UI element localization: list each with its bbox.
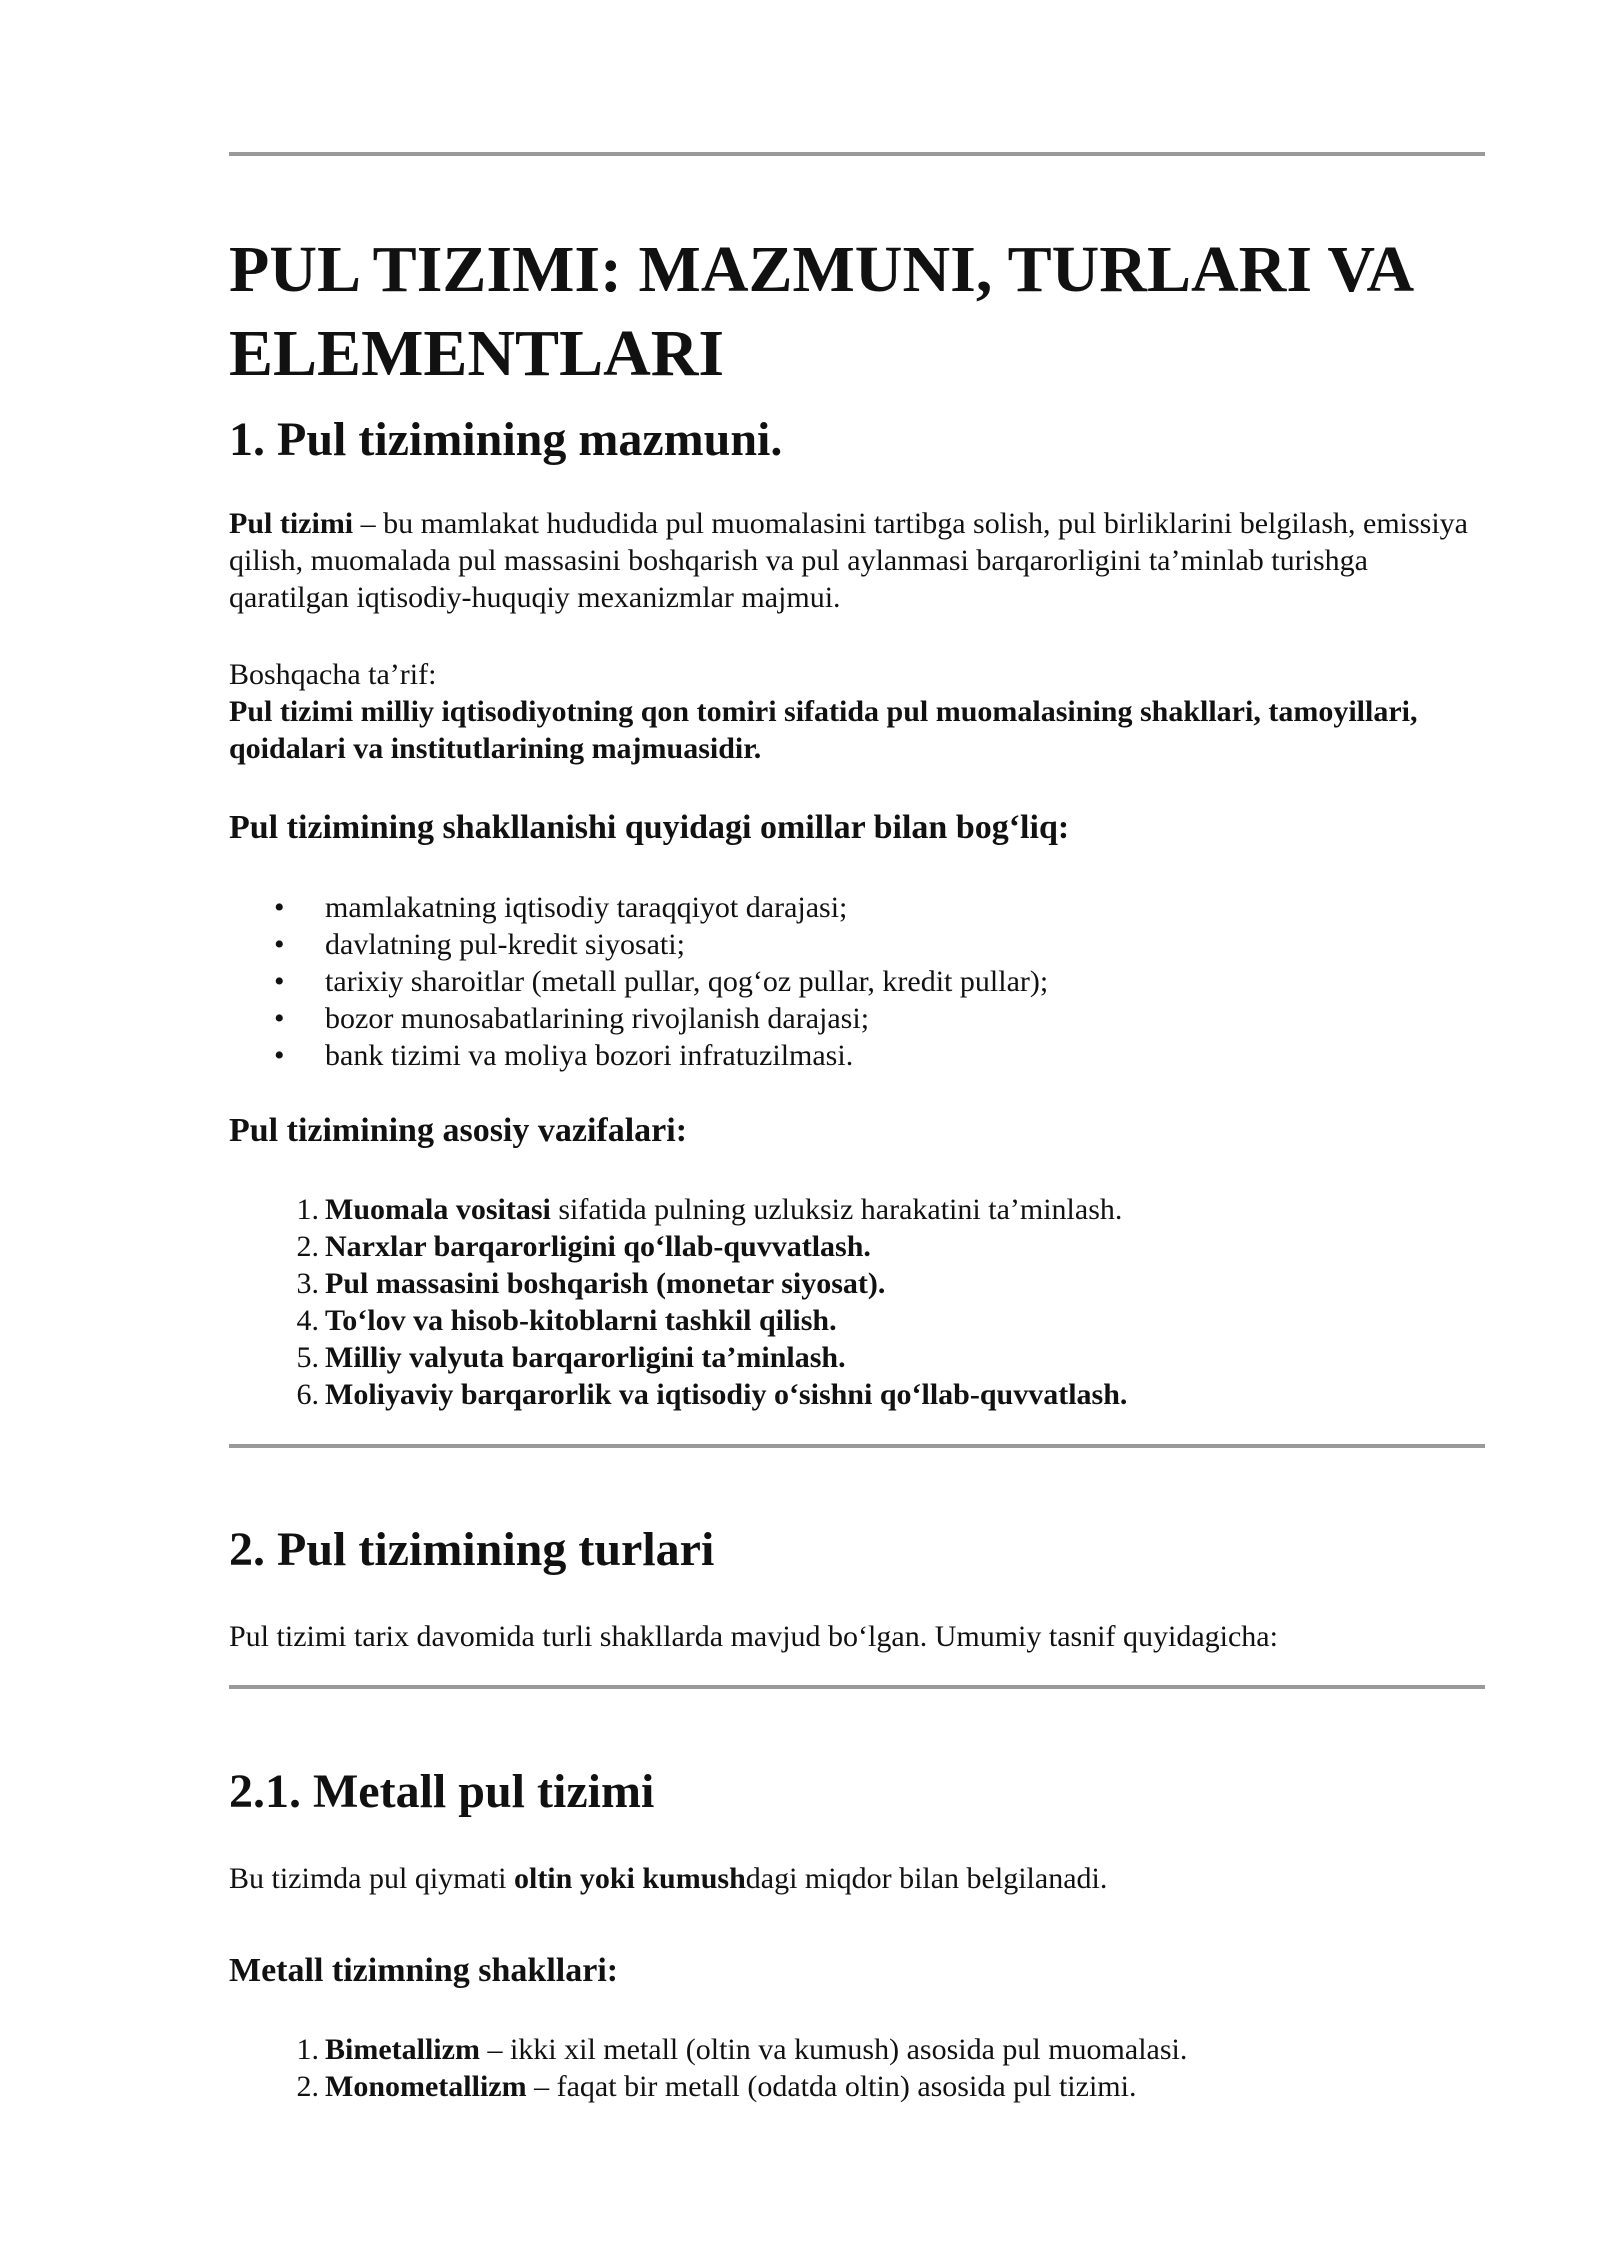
factors-heading: Pul tizimining shakllanishi quyidagi omillar bilan bog‘liq: bbox=[229, 809, 1070, 846]
section-2-heading: 2. Pul tizimining turlari bbox=[229, 1523, 715, 1576]
list-item: 3. Pul massasini boshqarish (monetar siyosat). bbox=[296, 1267, 886, 1300]
list-item: • davlatning pul-kredit siyosati; bbox=[274, 928, 685, 961]
list-item: 1. Muomala vositasi sifatida pulning uzluksiz harakatini ta’minlash. bbox=[296, 1193, 1123, 1226]
forms-list bbox=[229, 2031, 1187, 2105]
horizontal-rule bbox=[229, 152, 1485, 156]
definition-text: – bu mamlakat hududida pul muomalasini tartibga solish, pul birliklarini belgilash, emissiya qilish, muomalada pul massasini boshqarish va pul aylanmasi barqarorligini ta’minlab turishga qaratilgan iqtisodiy-huquqiy mexanizmlar majmui. bbox=[229, 507, 1468, 614]
list-item: • mamlakatning iqtisodiy taraqqiyot darajasi; bbox=[274, 891, 848, 924]
factors-list bbox=[229, 889, 1048, 1074]
horizontal-rule bbox=[229, 1685, 1485, 1689]
list-item: 5. Milliy valyuta barqarorligini ta’minlash. bbox=[296, 1341, 846, 1374]
definition-term: Pul tizimi bbox=[229, 507, 354, 540]
list-item: 2. Monometallizm – faqat bir metall (odatda oltin) asosida pul tizimi. bbox=[296, 2070, 1137, 2103]
bullet-icon: • bbox=[274, 928, 285, 961]
alt-definition: Pul tizimi milliy iqtisodiyotning qon tomiri sifatida pul muomalasining shakllari, tamoyillari, qoidalari va institutlarining majmuasidir. bbox=[229, 695, 1418, 765]
forms-heading: Metall tizimning shakllari: bbox=[229, 1952, 619, 1989]
bullet-icon: • bbox=[274, 1002, 285, 1035]
functions-list bbox=[229, 1191, 1127, 1413]
section-2-1-heading: 2.1. Metall pul tizimi bbox=[229, 1765, 655, 1818]
section-2-1-text: Bu tizimda pul qiymati oltin yoki kumushdagi miqdor bilan belgilanadi. bbox=[229, 1862, 1108, 1895]
list-item: 1. Bimetallizm – ikki xil metall (oltin va kumush) asosida pul muomalasi. bbox=[296, 2033, 1188, 2066]
list-item: • tarixiy sharoitlar (metall pullar, qog‘oz pullar, kredit pullar); bbox=[274, 965, 1049, 998]
functions-heading: Pul tizimining asosiy vazifalari: bbox=[229, 1112, 688, 1149]
document-title: PUL TIZIMI: MAZMUNI, TURLARI VA ELEMENTLARI bbox=[229, 233, 1411, 390]
section-1-heading: 1. Pul tizimining mazmuni. bbox=[229, 413, 783, 466]
horizontal-rule bbox=[229, 1444, 1485, 1448]
list-item: 4. To‘lov va hisob-kitoblarni tashkil qilish. bbox=[296, 1304, 837, 1337]
list-item: 2. Narxlar barqarorligini qo‘llab-quvvatlash. bbox=[296, 1230, 871, 1263]
alt-definition-label: Boshqacha ta’rif: bbox=[229, 658, 437, 691]
bullet-icon: • bbox=[274, 965, 285, 998]
definition-paragraph bbox=[229, 505, 1485, 616]
list-item: 6. Moliyaviy barqarorlik va iqtisodiy o‘sishni qo‘llab-quvvatlash. bbox=[296, 1378, 1128, 1411]
section-2-intro: Pul tizimi tarix davomida turli shakllarda mavjud bo‘lgan. Umumiy tasnif quyidagicha: bbox=[229, 1620, 1278, 1653]
list-item: • bozor munosabatlarining rivojlanish darajasi; bbox=[274, 1002, 870, 1035]
bullet-icon: • bbox=[274, 891, 285, 924]
bullet-icon: • bbox=[274, 1039, 285, 1072]
list-item: • bank tizimi va moliya bozori infratuzilmasi. bbox=[274, 1039, 854, 1072]
